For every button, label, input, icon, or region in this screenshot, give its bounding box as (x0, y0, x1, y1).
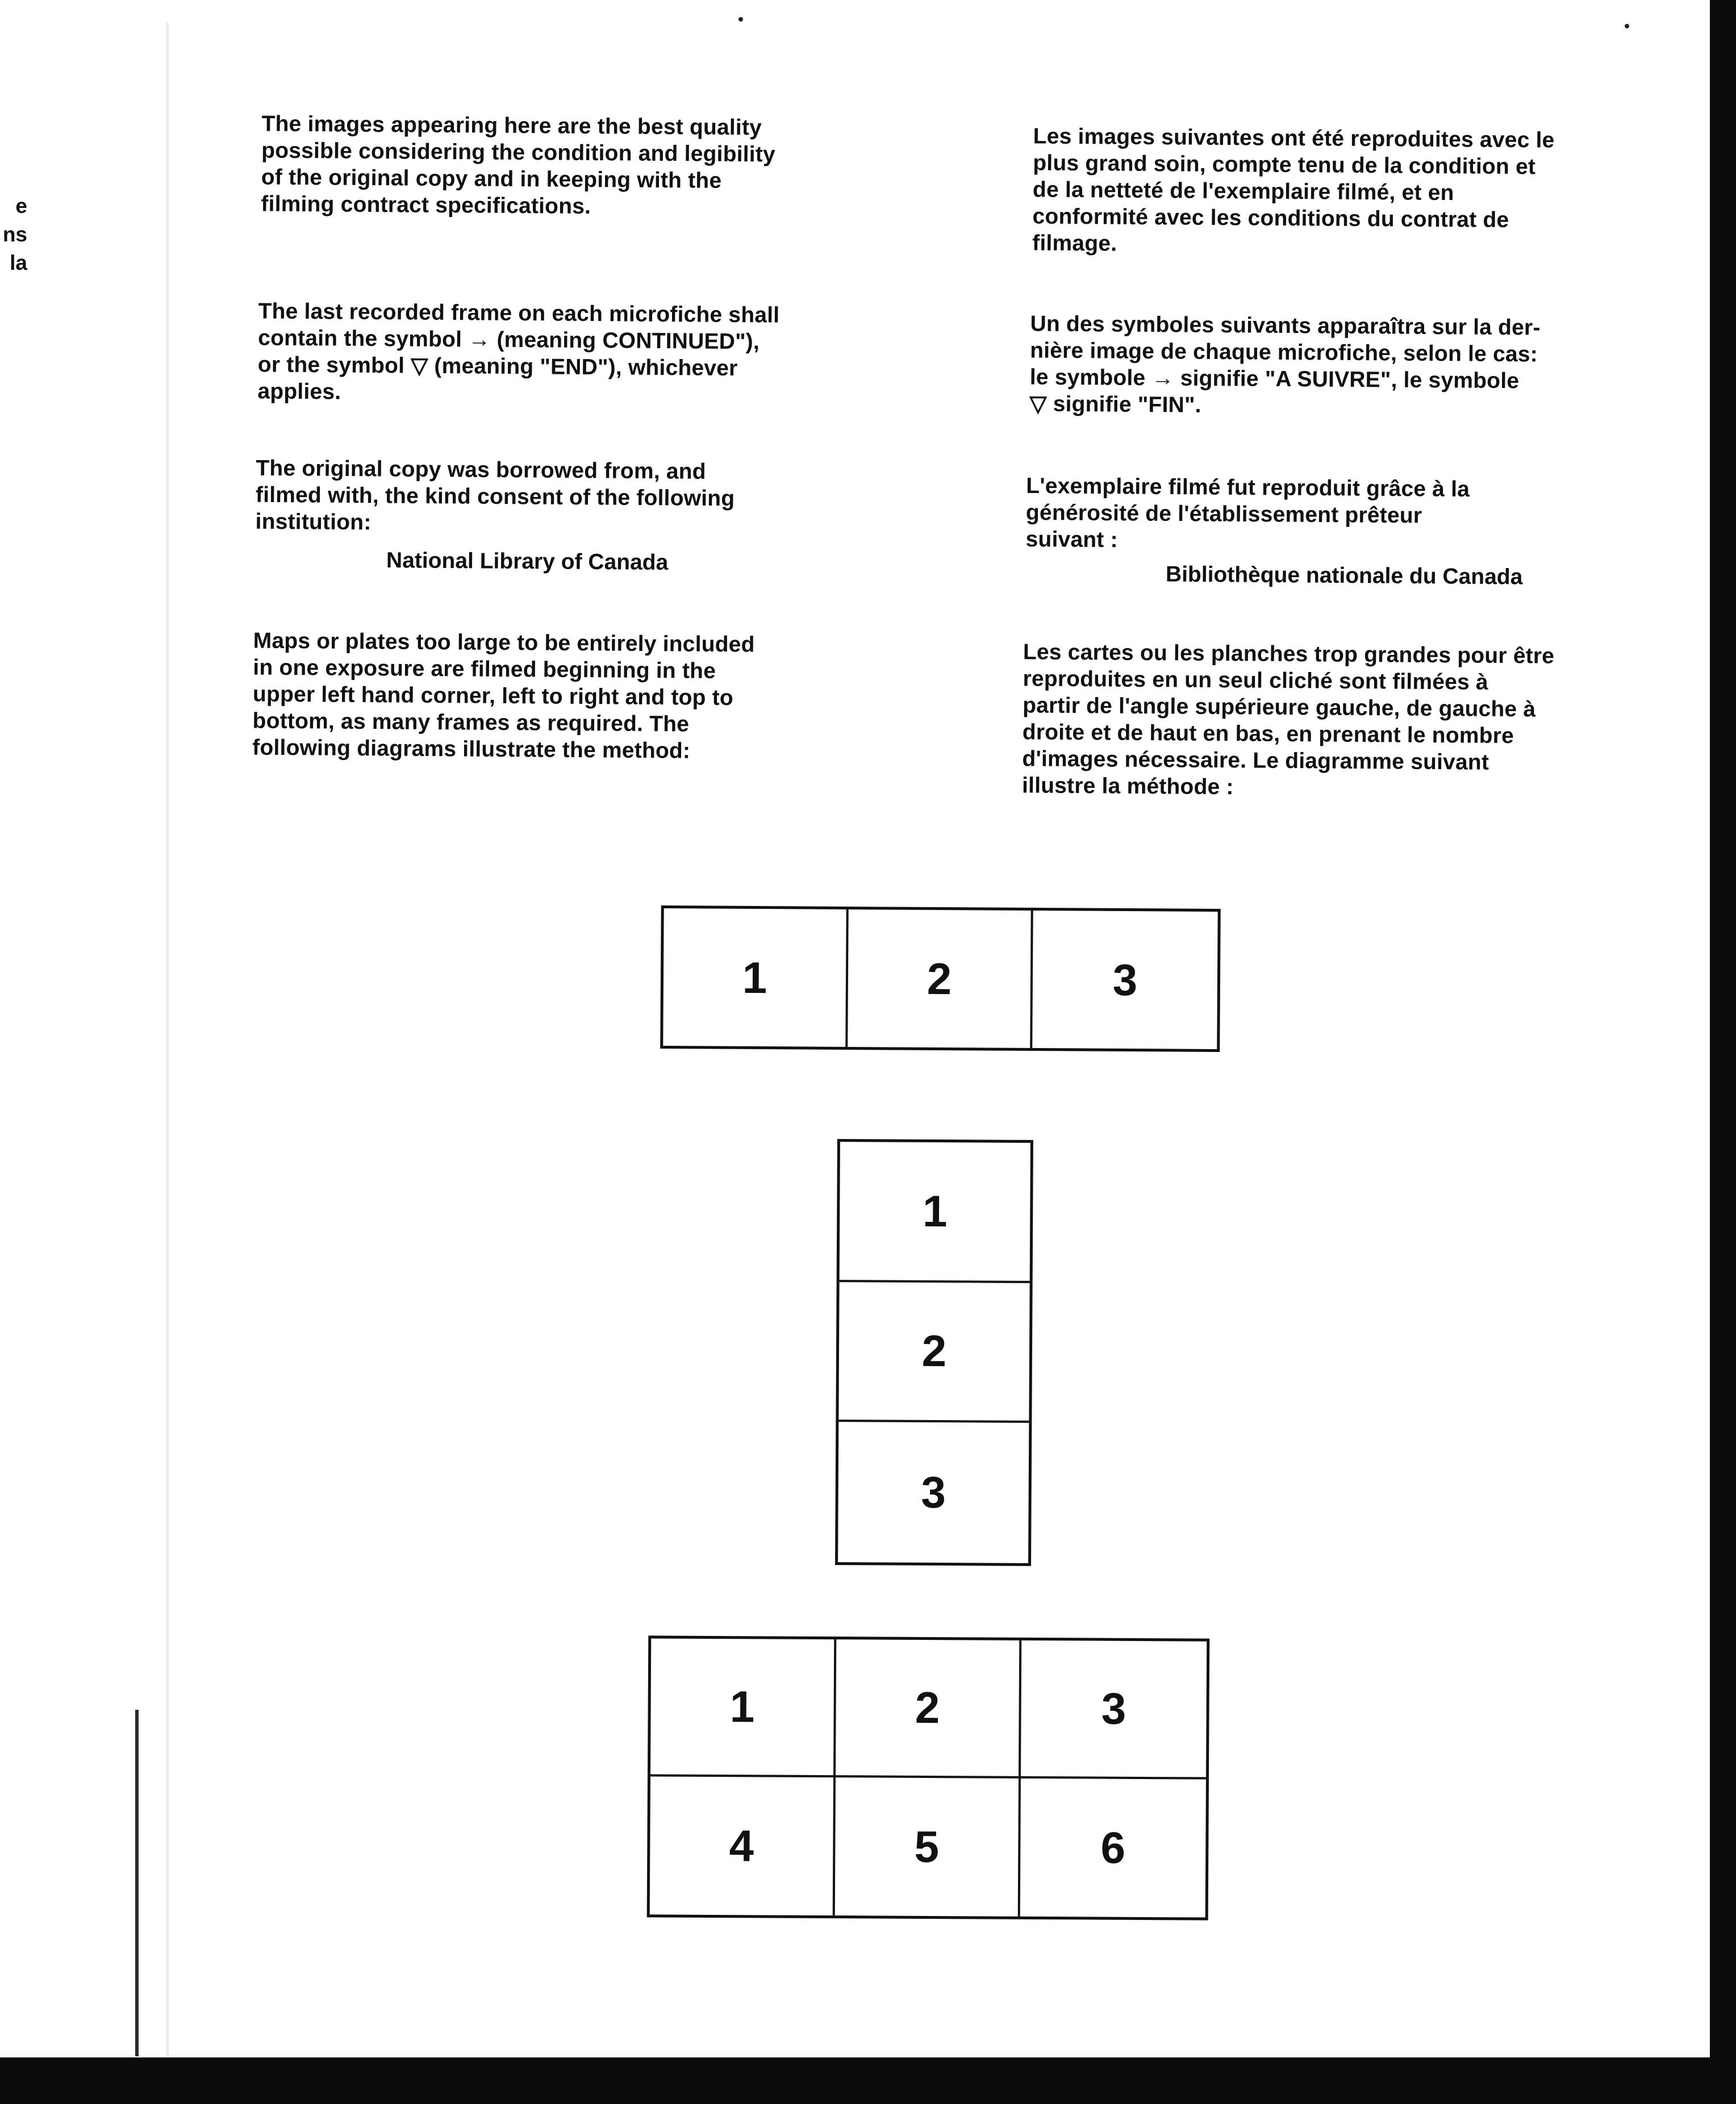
french-institution-name: Bibliothèque nationale du Canada (1165, 562, 1523, 590)
scan-speck (738, 17, 743, 22)
frame-cell: 1 (650, 1638, 836, 1777)
diagram-vertical-frames (835, 1139, 1033, 1566)
french-paragraph-quality: Les images suivantes ont été reproduites avec le plus grand soin, compte tenu de la condition et de la netteté de l'exemplaire filmé, et en conformité avec les conditions du contrat de filmage. (1032, 124, 1555, 256)
english-paragraph-institution: The original copy was borrowed from, and filmed with, the kind consent of the following institution: (255, 456, 735, 535)
english-paragraph-method: Maps or plates too large to be entirely included in one exposure are filmed beginning in the upper left hand corner, left to right and top to bottom, as many frames as required. The following diagrams illustrate the method: (252, 628, 755, 763)
english-paragraph-quality: The images appearing here are the best quality possible considering the condition and legibility of the original copy and in keeping with the filming contract specifications. (261, 111, 776, 219)
page-fold-line (166, 23, 169, 2056)
french-paragraph-method: Les cartes ou les planches trop grandes pour être reproduites en un seul cliché sont filmées à partir de l'angle supérieure gauche, de gauche à droite et de haut en bas, en prenant le nombre d'images nécessaire. Le diagramme suivant illustre la méthode : (1021, 640, 1555, 800)
frame-cell: 5 (835, 1777, 1021, 1917)
frame-cell: 1 (840, 1142, 1030, 1283)
french-paragraph-symbols: Un des symboles suivants apparaîtra sur la der- nière image de chaque microfiche, selon le cas: le symbole → signifie "A SUIVRE", le symbole ▽ signifie "FIN". (1029, 311, 1541, 418)
scan-border-bottom (0, 2057, 1736, 2104)
english-paragraph-symbols: The last recorded frame on each microfiche shall contain the symbol → (meaning CONTINUED"), or the symbol ▽ (meaning "END"), whichever applies. (257, 299, 780, 404)
left-page-fragment: e ns la (2, 194, 27, 274)
french-paragraph-institution: L'exemplaire filmé fut reproduit grâce à la générosité de l'établissement prêteur suivant : (1025, 473, 1470, 553)
frame-cell: 2 (838, 1282, 1029, 1423)
frame-cell: 2 (836, 1639, 1021, 1779)
frame-cell: 4 (650, 1776, 836, 1915)
scan-border-right (1710, 0, 1736, 2104)
frame-cell: 6 (1100, 1822, 1126, 1873)
diagram-grid-frames (647, 1635, 1210, 1920)
frame-cell: 3 (1021, 1640, 1207, 1780)
gutter-shadow (135, 1710, 139, 2056)
diagram-horizontal-frames (660, 905, 1221, 1052)
frame-cell: 3 (921, 1467, 946, 1518)
english-institution-name: National Library of Canada (386, 548, 669, 575)
frame-cell: 2 (848, 909, 1033, 1048)
frame-cell: 3 (1112, 954, 1138, 1005)
frame-cell: 1 (663, 908, 848, 1047)
scan-speck (1625, 24, 1629, 28)
